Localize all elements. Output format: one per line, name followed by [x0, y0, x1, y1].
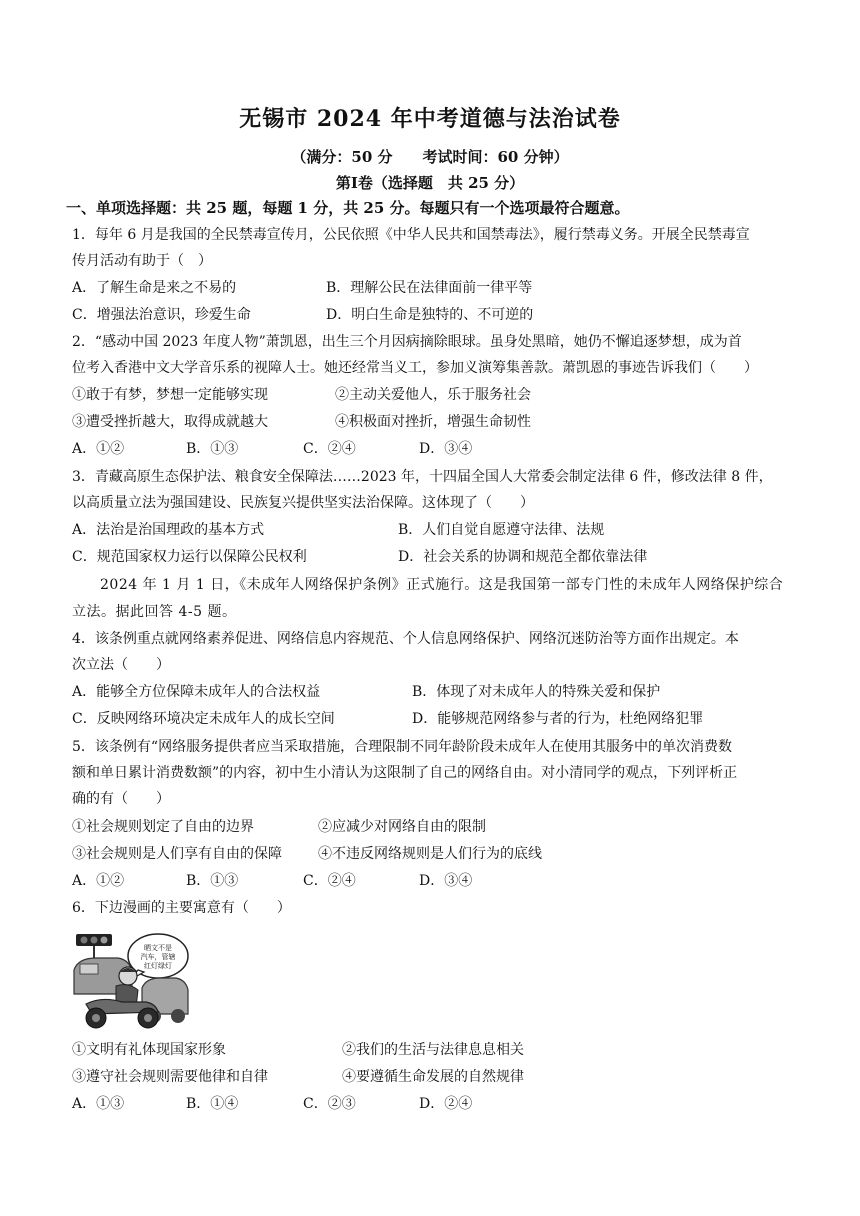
q6-statement-4: ④要遵循生命发展的自然规律: [342, 1069, 524, 1085]
bubble-text-1: 晒文不是: [144, 944, 172, 952]
q3-stem-line1: 3．青藏高原生态保护法、粮食安全保障法……2023 年，十四届全国人大常委会制定法律 6 件，修改法律 8 件，: [72, 469, 773, 485]
q6-option-c: C．②③: [303, 1096, 356, 1112]
q5-statement-3: ③社会规则是人们享有自由的保障: [72, 846, 282, 862]
q1-option-b: B．理解公民在法律面前一律平等: [326, 280, 533, 296]
q5-option-b: B．①③: [186, 873, 239, 889]
q5-statement-4: ④不违反网络规则是人们行为的底线: [318, 846, 542, 862]
q6-statement-3: ③遵守社会规则需要他律和自律: [72, 1069, 268, 1085]
exam-meta: （满分：50 分 考试时间：60 分钟）: [291, 148, 569, 166]
q3-option-d: D．社会关系的协调和规范全都依靠法律: [398, 549, 648, 565]
section-heading: 一、单项选择题：共 25 题，每题 1 分，共 25 分。每题只有一个选项最符合题意。: [66, 199, 630, 217]
q5-stem-line2: 额和单日累计消费数额”的内容，初中生小清认为这限制了自己的网络自由。对小清同学的观点，下列评析正: [72, 765, 738, 781]
q2-option-c: C．②④: [303, 441, 356, 457]
q1-stem-line1: 1．每年 6 月是我国的全民禁毒宣传月，公民依照《中华人民共和国禁毒法》，履行禁毒义务。开展全民禁毒宣: [72, 227, 750, 243]
q2-statement-3: ③遭受挫折越大，取得成就越大: [72, 414, 268, 430]
q1-option-a: A．了解生命是来之不易的: [72, 280, 237, 296]
material-line1: 2024 年 1 月 1 日，《未成年人网络保护条例》正式施行。这是我国第一部专门性的未成年人网络保护综合: [100, 577, 784, 593]
q2-option-a: A．①②: [72, 441, 125, 457]
q2-stem-line2: 位考入香港中文大学音乐系的视障人士。她还经常当义工，参加义演筹集善款。萧凯恩的事迹告诉我们（ ）: [72, 360, 758, 376]
q4-option-c: C．反映网络环境决定未成年人的成长空间: [72, 711, 335, 727]
q5-option-c: C．②④: [303, 873, 356, 889]
q5-stem-line3: 确的有（ ）: [72, 791, 170, 807]
q6-option-b: B．①④: [186, 1096, 239, 1112]
q2-option-d: D．③④: [419, 441, 473, 457]
q2-statement-2: ②主动关爱他人，乐于服务社会: [335, 387, 531, 403]
q5-stem-line1: 5．该条例有“网络服务提供者应当采取措施，合理限制不同年龄阶段未成年人在使用其服务中的单次消费数: [72, 739, 733, 755]
material-line2: 立法。据此回答 4-5 题。: [72, 604, 237, 620]
q2-statement-1: ①敢于有梦，梦想一定能够实现: [72, 387, 268, 403]
q4-option-d: D．能够规范网络参与者的行为，杜绝网络犯罪: [412, 711, 704, 727]
q1-stem-line2: 传月活动有助于（ ）: [72, 253, 212, 269]
q5-option-d: D．③④: [419, 873, 473, 889]
q6-statement-1: ①文明有礼体现国家形象: [72, 1042, 226, 1058]
q6-option-d: D．②④: [419, 1096, 473, 1112]
q2-statement-4: ④积极面对挫折，增强生命韧性: [335, 414, 531, 430]
exam-title: 无锡市 2024 年中考道德与法治试卷: [239, 106, 621, 132]
part-heading: 第Ⅰ卷（选择题 共 25 分）: [335, 174, 525, 192]
q1-option-c: C．增强法治意识，珍爱生命: [72, 307, 251, 323]
q5-statement-2: ②应减少对网络自由的限制: [318, 819, 486, 835]
q6-statement-2: ②我们的生活与法律息息相关: [342, 1042, 524, 1058]
q3-option-a: A．法治是治国理政的基本方式: [72, 522, 265, 538]
q5-statement-1: ①社会规则划定了自由的边界: [72, 819, 254, 835]
q2-stem-line1: 2．“感动中国 2023 年度人物”萧凯恩，出生三个月因病摘除眼球。虽身处黑暗，她仍不懈追逐梦想，成为首: [72, 334, 742, 350]
q6-stem: 6．下边漫画的主要寓意有（ ）: [72, 900, 291, 916]
bubble-text-3: 红灯绿灯: [144, 962, 172, 970]
q6-option-a: A．①③: [72, 1096, 125, 1112]
q4-option-b: B．体现了对未成年人的特殊关爱和保护: [412, 684, 661, 700]
q5-option-a: A．①②: [72, 873, 125, 889]
q2-option-b: B．①③: [186, 441, 239, 457]
q4-stem-line2: 次立法（ ）: [72, 657, 170, 673]
q3-stem-line2: 以高质量立法为强国建设、民族复兴提供坚实法治保障。这体现了（ ）: [72, 495, 534, 511]
q3-option-b: B．人们自觉自愿遵守法律、法规: [398, 522, 605, 538]
bubble-text-2: 汽车，管辖: [140, 953, 176, 961]
cartoon-image: [72, 932, 190, 1030]
q3-option-c: C．规范国家权力运行以保障公民权利: [72, 549, 307, 565]
q1-option-d: D．明白生命是独特的、不可逆的: [326, 307, 534, 323]
q4-stem-line1: 4．该条例重点就网络素养促进、网络信息内容规范、个人信息网络保护、网络沉迷防治等方面作出规定。本: [72, 631, 739, 647]
q4-option-a: A．能够全方位保障未成年人的合法权益: [72, 684, 321, 700]
